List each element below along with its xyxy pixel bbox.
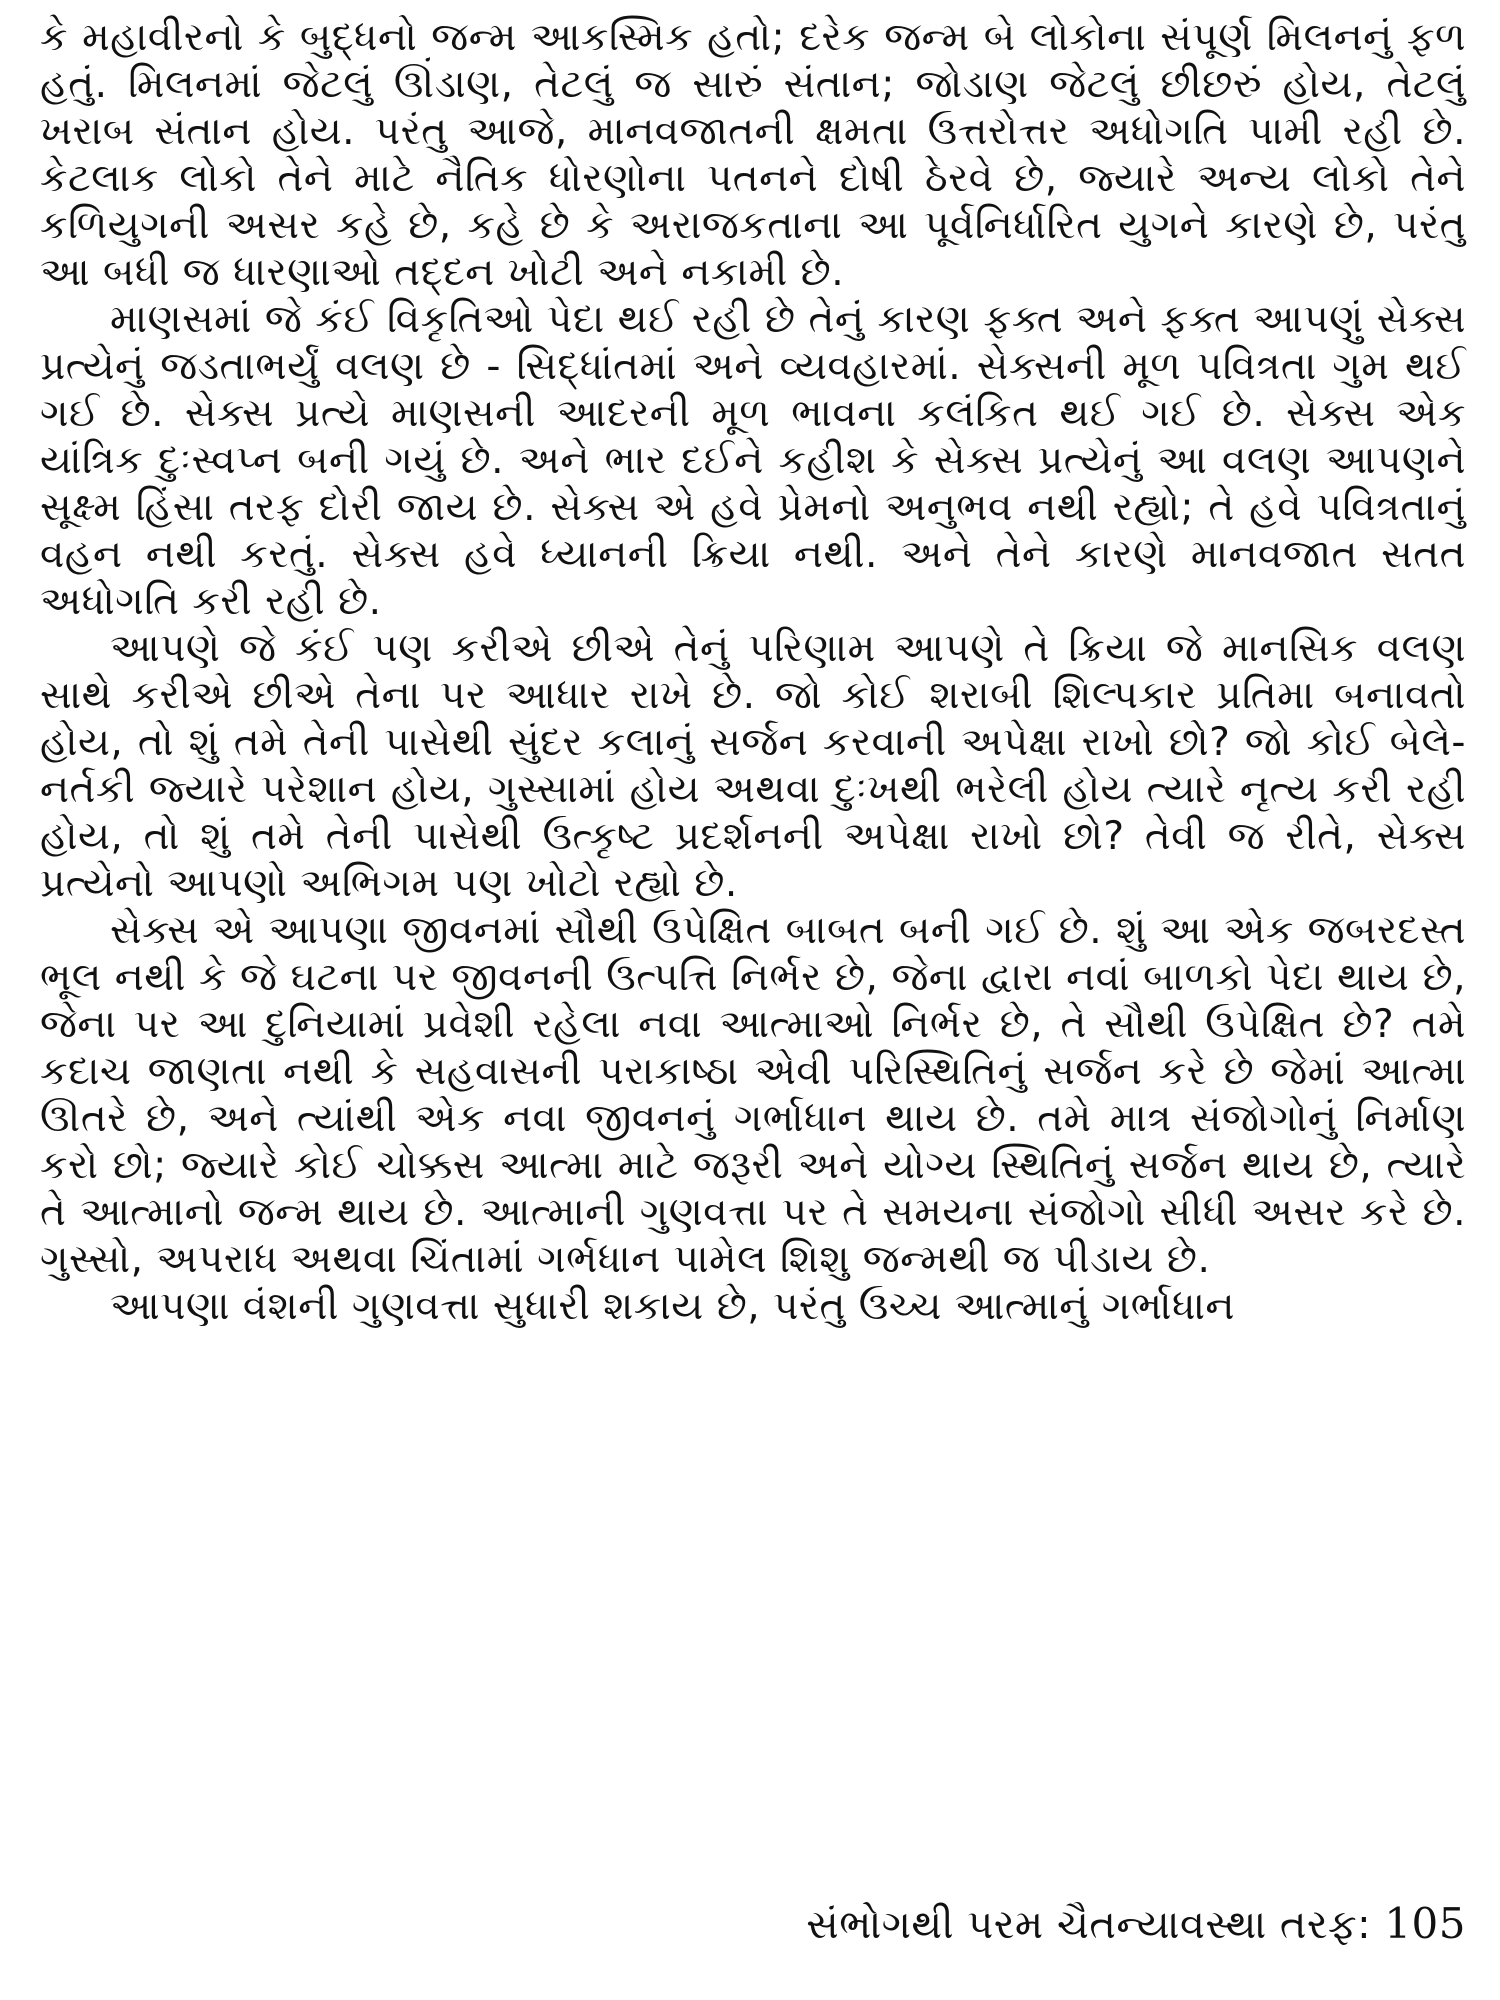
paragraph-2: માણસમાં જે કંઈ વિકૃતિઓ પેદા થઈ રહી છે તેનું કારણ ફક્ત અને ફક્ત આપણું સેક્સ પ્રત્યેનું જડતાભર્યું વલણ છે - સિદ્ધાંતમાં અને વ્યવહારમાં. સેક્સની મૂળ પવિત્રતા ગુમ થઈ ગઈ છે. સેક્સ પ્રત્યે માણસની આદરની મૂળ ભાવના કલંકિત થઈ ગઈ છે. સેક્સ એક યાંત્રિક દુઃસ્વપ્ન બની ગયું છે. અને ભાર દઈને કહીશ કે સેક્સ પ્રત્યેનું આ વલણ આપણને સૂક્ષ્મ હિંસા તરફ દોરી જાય છે. સેક્સ એ હવે પ્રેમનો અનુભવ નથી રહ્યો; તે હવે પવિત્રતાનું વહન નથી કરતું. સેક્સ હવે ધ્યાનની ક્રિયા નથી. અને તેને કારણે માનવજાત સતત અધોગતિ કરી રહી છે. <box>40 297 1466 624</box>
running-footer <box>806 1900 1466 1949</box>
book-title: સંભોગથી પરમ ચૈતન્યાવસ્થા તરફ: <box>806 1902 1372 1948</box>
paragraph-3: આપણે જે કંઈ પણ કરીએ છીએ તેનું પરિણામ આપણે તે ક્રિયા જે માનસિક વલણ સાથે કરીએ છીએ તેના પર આધાર રાખે છે. જો કોઈ શરાબી શિલ્પકાર પ્રતિમા બનાવતો હોય, તો શું તમે તેની પાસેથી સુંદર કલાનું સર્જન કરવાની અપેક્ષા રાખો છો? જો કોઈ બેલે-નર્તકી જ્યારે પરેશાન હોય, ગુસ્સામાં હોય અથવા દુઃખથી ભરેલી હોય ત્યારે નૃત્ય કરી રહી હોય, તો શું તમે તેની પાસેથી ઉત્કૃષ્ટ પ્રદર્શનની અપેક્ષા રાખો છો? તેવી જ રીતે, સેક્સ પ્રત્યેનો આપણો અભિગમ પણ ખોટો રહ્યો છે. <box>40 626 1466 906</box>
page-number: 105 <box>1384 1899 1466 1948</box>
paragraph-1: કે મહાવીરનો કે બુદ્ધનો જન્મ આકસ્મિક હતો; દરેક જન્મ બે લોકોના સંપૂર્ણ મિલનનું ફળ હતું. મિલનમાં જેટલું ઊંડાણ, તેટલું જ સારું સંતાન; જોડાણ જેટલું છીછરું હોય, તેટલું ખરાબ સંતાન હોય. પરંતુ આજે, માનવજાતની ક્ષમતા ઉત્તરોત્તર અધોગતિ પામી રહી છે. કેટલાક લોકો તેને માટે નૈતિક ધોરણોના પતનને દોષી ઠેરવે છે, જ્યારે અન્ય લોકો તેને કળિયુગની અસર કહે છે, કહે છે કે અરાજકતાના આ પૂર્વનિર્ધારિત યુગને કારણે છે, પરંતુ આ બધી જ ધારણાઓ તદ્દન ખોટી અને નકામી છે. <box>40 15 1466 295</box>
paragraph-4: સેક્સ એ આપણા જીવનમાં સૌથી ઉપેક્ષિત બાબત બની ગઈ છે. શું આ એક જબરદસ્ત ભૂલ નથી કે જે ઘટના પર જીવનની ઉત્પત્તિ નિર્ભર છે, જેના દ્વારા નવાં બાળકો પેદા થાય છે, જેના પર આ દુનિયામાં પ્રવેશી રહેલા નવા આત્માઓ નિર્ભર છે, તે સૌથી ઉપેક્ષિત છે? તમે કદાચ જાણતા નથી કે સહવાસની પરાકાષ્ઠા એવી પરિસ્થિતિનું સર્જન કરે છે જેમાં આત્મા ઊતરે છે, અને ત્યાંથી એક નવા જીવનનું ગર્ભાધાન થાય છે. તમે માત્ર સંજોગોનું નિર્માણ કરો છો; જ્યારે કોઈ ચોક્કસ આત્મા માટે જરૂરી અને યોગ્ય સ્થિતિનું સર્જન થાય છે, ત્યારે તે આત્માનો જન્મ થાય છે. આત્માની ગુણવત્તા પર તે સમયના સંજોગો સીધી અસર કરે છે. ગુસ્સો, અપરાધ અથવા ચિંતામાં ગર્ભધાન પામેલ શિશુ જન્મથી જ પીડાય છે. <box>40 908 1466 1282</box>
page-body <box>40 14 1466 1330</box>
paragraph-5: આપણા વંશની ગુણવત્તા સુધારી શકાય છે, પરંતુ ઉચ્ચ આત્માનું ગર્ભાધાન <box>110 1284 1235 1329</box>
